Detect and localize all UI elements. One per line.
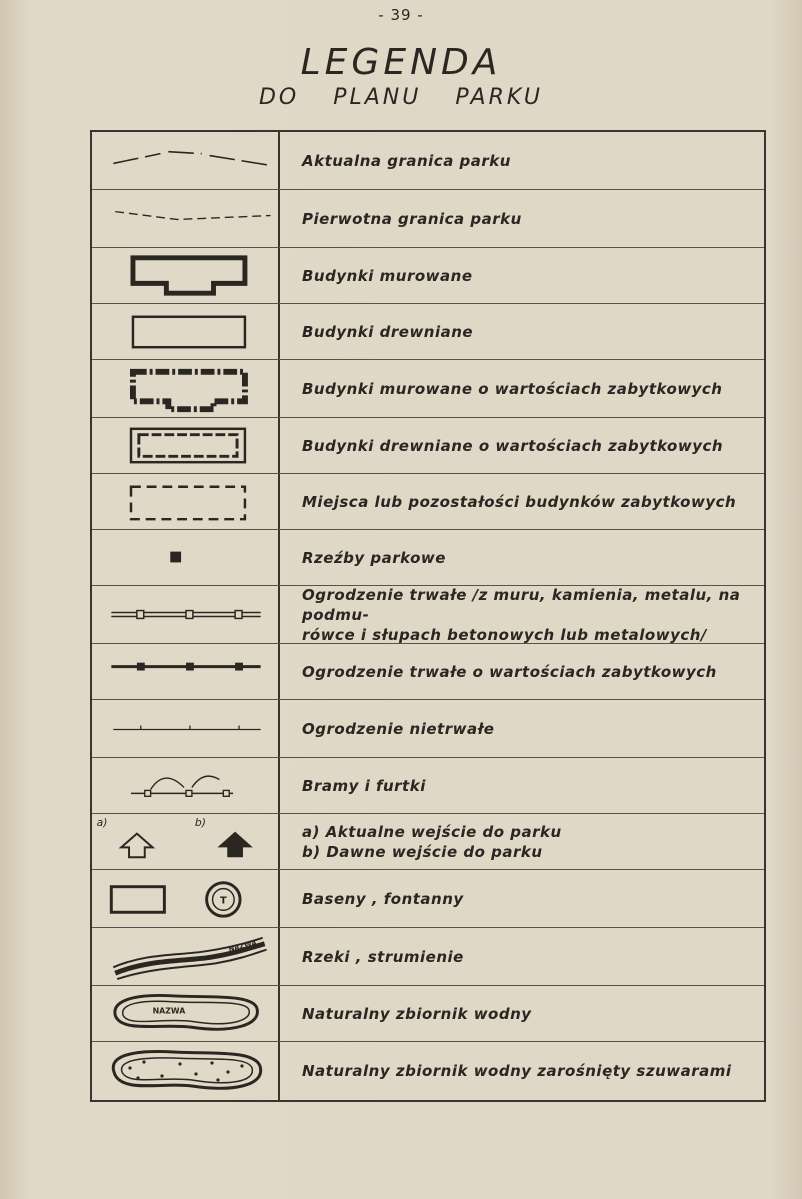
legend-row xyxy=(92,248,764,304)
legend-subtitle: DO PLANU PARKU xyxy=(258,85,544,110)
legend-row-label: Bramy i furtki xyxy=(302,776,426,795)
legend-row xyxy=(92,474,764,530)
entrance-arrows-icon xyxy=(92,814,280,869)
temporary-fence-icon xyxy=(92,700,280,757)
historic-fence-icon xyxy=(92,644,280,699)
pool-icon xyxy=(111,887,164,913)
legend-row xyxy=(92,870,764,928)
legend-row xyxy=(92,758,764,814)
historic-wooden-building-icon xyxy=(92,418,280,473)
natural-pond-icon xyxy=(92,986,280,1041)
brick-building-icon xyxy=(92,248,280,303)
legend-row-label: Budynki murowane xyxy=(302,266,473,285)
historic-brick-building-icon xyxy=(92,360,280,417)
legend-row xyxy=(92,418,764,474)
pool-fountain-icon xyxy=(92,870,280,927)
legend-row-label: Naturalny zbiornik wodny zarośnięty szuwarami xyxy=(302,1062,732,1080)
permanent-fence-icon xyxy=(92,586,280,643)
legend-row xyxy=(92,644,764,700)
legend-row xyxy=(92,700,764,758)
legend-row-label: Rzeźby parkowe xyxy=(302,548,446,567)
overgrown-pond-icon xyxy=(92,1042,280,1100)
legend-row-label: Ogrodzenie nietrwałe xyxy=(302,719,495,738)
legend-row xyxy=(92,360,764,418)
original-park-boundary-icon xyxy=(92,190,280,247)
legend-row-label: a) Aktualne wejście do parku b) Dawne wejście do parku xyxy=(302,822,562,861)
legend-row xyxy=(92,928,764,986)
svg-text:NAZWA: NAZWA xyxy=(227,938,258,954)
current-entrance-arrow-icon xyxy=(121,834,152,858)
legend-table xyxy=(90,130,766,1102)
legend-row xyxy=(92,1042,764,1100)
label-a: a) xyxy=(96,815,108,829)
sculpture-icon xyxy=(92,530,280,585)
legend-row xyxy=(92,986,764,1042)
river-icon xyxy=(92,928,280,985)
legend-row xyxy=(92,530,764,586)
legend-row-label: Rzeki , strumienie xyxy=(302,947,464,966)
legend-row xyxy=(92,190,764,248)
gate-icon xyxy=(92,758,280,813)
svg-text:T: T xyxy=(219,895,227,907)
legend-row xyxy=(92,814,764,870)
legend-row xyxy=(92,586,764,644)
legend-row-label: Budynki drewniane o wartościach zabytkowych xyxy=(302,436,724,455)
svg-text:NAZWA: NAZWA xyxy=(152,1006,186,1016)
label-b: b) xyxy=(194,815,206,829)
wooden-building-icon xyxy=(92,304,280,359)
legend-row xyxy=(92,132,764,190)
former-entrance-arrow-icon xyxy=(217,832,252,858)
legend-row-label: Ogrodzenie trwałe /z muru, kamienia, metalu, na podmu- rówce i słupach betonowych lub metalowych/ xyxy=(302,585,741,644)
legend-row-label: Miejsca lub pozostałości budynków zabytkowych xyxy=(302,492,737,511)
legend-row-label: Naturalny zbiornik wodny xyxy=(302,1004,532,1023)
page-number: - 39 - xyxy=(378,6,424,24)
legend-row xyxy=(92,304,764,360)
legend-row-label: Pierwotna granica parku xyxy=(302,209,522,228)
legend-row-label: Budynki murowane o wartościach zabytkowych xyxy=(302,379,723,398)
legend-title: LEGENDA xyxy=(300,42,502,83)
current-park-boundary-icon xyxy=(92,132,280,189)
legend-row-label: Ogrodzenie trwałe o wartościach zabytkowych xyxy=(302,662,717,681)
legend-row-label: Budynki drewniane xyxy=(302,322,474,341)
legend-row-label: Aktualna granica parku xyxy=(302,151,511,170)
former-building-icon xyxy=(92,474,280,529)
legend-row-label: Baseny , fontanny xyxy=(302,889,464,908)
